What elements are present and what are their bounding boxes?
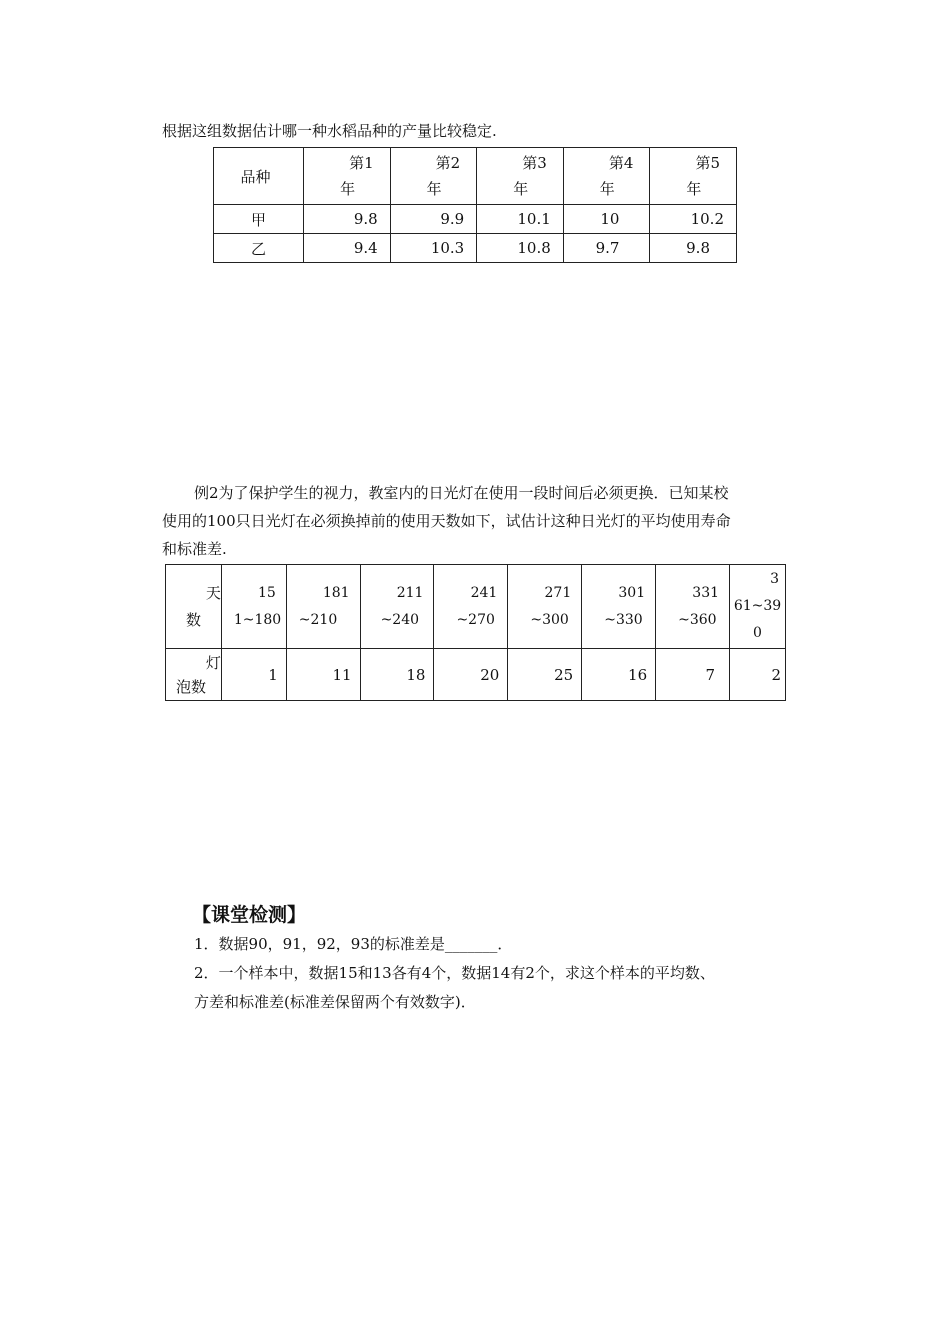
table-cell: 10.1 [477,205,564,234]
table-cell: 7 [656,649,730,701]
table-cell: 16 [582,649,656,701]
year-header-4: 第4 年 [563,148,650,205]
year-header-5: 第5 年 [650,148,737,205]
year-header-2: 第2 年 [390,148,477,205]
bulb-label-cell: 灯 泡数 [166,649,222,701]
question-2-line1: 2．一个样本中，数据15和13各有4个，数据14有2个，求这个样本的平均数、 [194,964,715,982]
corner-cell: 品种 [214,148,304,205]
bulb-count-row [166,649,786,701]
table-cell: 10 [563,205,650,234]
range-cell: 241 ~270 [434,565,508,649]
year-header-3: 第3 年 [477,148,564,205]
table-cell: 11 [286,649,360,701]
lamp-lifetime-table [165,564,786,701]
table-cell: 20 [434,649,508,701]
days-row [166,565,786,649]
question-1: 1．数据90，91，92，93的标准差是_______． [194,935,513,953]
table-header-row [214,148,737,205]
table-cell: 9.4 [304,234,391,263]
table-cell: 18 [360,649,434,701]
table-cell: 9.9 [390,205,477,234]
range-cell: 181 ~210 [286,565,360,649]
table-cell: 10.2 [650,205,737,234]
rice-yield-table [213,147,737,263]
example2-line3: 和标准差. [162,540,227,558]
year-header-1: 第1 年 [304,148,391,205]
range-cell: 211 ~240 [360,565,434,649]
table-cell: 10.8 [477,234,564,263]
table-row [214,205,737,234]
table-cell: 9.8 [650,234,737,263]
range-cell: 15 1~180 [221,565,286,649]
table-cell: 9.8 [304,205,391,234]
range-cell: 271 ~300 [508,565,582,649]
question-2-line2: 方差和标准差(标准差保留两个有效数字)． [194,993,476,1011]
row-label: 甲 [214,205,304,234]
table-cell: 1 [221,649,286,701]
table-cell: 25 [508,649,582,701]
intro-text: 根据这组数据估计哪一种水稻品种的产量比较稳定. [162,122,497,140]
section-heading: 【课堂检测】 [192,904,307,926]
table-row [214,234,737,263]
example2-line1: 例2为了保护学生的视力，教室内的日光灯在使用一段时间后必须更换．已知某校 [194,484,729,502]
days-label-cell: 天 数 [166,565,222,649]
range-cell: 301 ~330 [582,565,656,649]
range-cell-last: 3 61~39 0 [730,565,786,649]
table-cell: 10.3 [390,234,477,263]
row-label: 乙 [214,234,304,263]
example2-line2: 使用的100只日光灯在必须换掉前的使用天数如下，试估计这种日光灯的平均使用寿命 [162,512,731,530]
table-cell: 9.7 [563,234,650,263]
table-cell: 2 [730,649,786,701]
range-cell: 331 ~360 [656,565,730,649]
